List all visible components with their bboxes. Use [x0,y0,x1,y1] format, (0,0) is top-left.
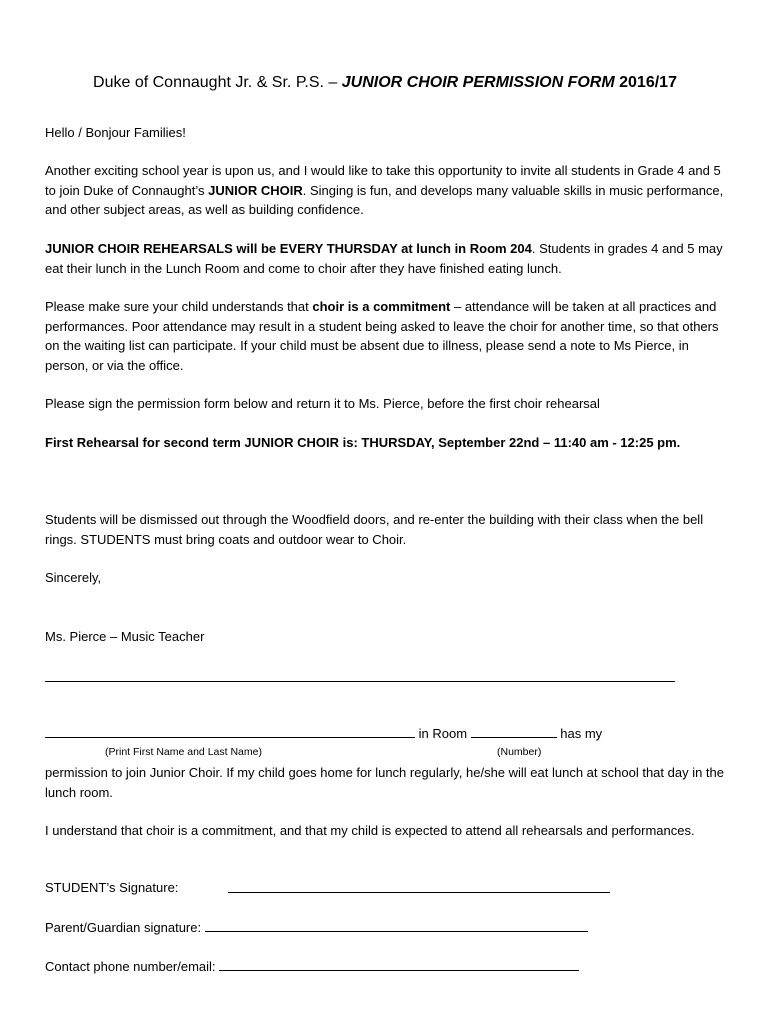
parent-signature-label: Parent/Guardian signature: [45,920,205,935]
student-name-field[interactable] [45,725,415,738]
room-number-field[interactable] [471,725,557,738]
greeting: Hello / Bonjour Families! [45,125,186,140]
permission-statement: permission to join Junior Choir. If my child goes home for lunch regularly, he/she will eat lunch at school that day in the lunch room. [45,765,724,800]
name-caption: (Print First Name and Last Name) [105,746,262,758]
title-prefix: Duke of Connaught Jr. & Sr. P.S. – [93,74,342,91]
page-title [0,74,770,92]
student-signature-field[interactable] [228,880,610,893]
intro-text-bold: JUNIOR CHOIR [208,182,303,198]
teacher-signature: Ms. Pierce – Music Teacher [45,629,205,644]
closing: Sincerely, [45,570,102,585]
return-instruction: Please sign the permission form below and return it to Ms. Pierce, before the first choir rehearsal [45,396,600,411]
title-form-name: JUNIOR CHOIR PERMISSION FORM [341,74,615,91]
has-my-label: has my [556,726,603,741]
divider [45,669,675,682]
number-caption: (Number) [497,746,542,758]
intro-text-end: . Singing is fun, and develops many valuable skills in music performance, and other subject areas, as well as building confidence. [45,182,724,217]
commitment-text-bold: choir is a commitment [312,299,451,314]
parent-signature-field[interactable] [205,919,588,932]
student-name-line [45,725,602,741]
intro-text-start: Another exciting school year is upon us, and I would like to take this opportunity to invite all students in Grade 4 and 5 to join Duke of Connaught’s [45,163,721,198]
contact-row [45,958,579,974]
student-signature-row [45,880,178,895]
student-signature-line-wrap [228,880,610,896]
commitment-text-end: – attendance will be taken at all practices and performances. Poor attendance may result in a student being asked to leave the choir for another time, so that others on the waiting list can participate. If your child must be absent due to illness, please send a note to Ms Pierce, in person, or via the office. [45,299,719,373]
rehearsal-text-end: . Students in grades 4 and 5 may eat their lunch in the Lunch Room and come to choir after they have finished eating lunch. [45,241,723,276]
rehearsal-paragraph [45,239,725,278]
intro-paragraph [45,161,725,220]
dismissal-paragraph: Students will be dismissed out through the Woodfield doors, and re-enter the building with their class when the bell rings. STUDENTS must bring coats and outdoor wear to Choir. [45,512,704,547]
cut-line [45,669,675,685]
commitment-text-start: Please make sure your child understands that [45,299,313,314]
rehearsal-text-bold: JUNIOR CHOIR REHEARSALS will be EVERY THURSDAY at lunch in Room 204 [45,241,532,256]
contact-field[interactable] [219,958,579,971]
contact-label: Contact phone number/email: [45,959,220,974]
title-year: 2016/17 [614,74,677,91]
first-rehearsal-notice: First Rehearsal for second term JUNIOR CHOIR is: THURSDAY, September 22nd – 11:40 am - 12:25 pm. [45,435,681,450]
in-room-label: in Room [415,726,471,741]
parent-signature-row [45,919,588,935]
commitment-paragraph [45,297,725,375]
commitment-statement: I understand that choir is a commitment, and that my child is expected to attend all rehearsals and performances. [45,823,695,838]
student-signature-label: STUDENT’s Signature: [45,880,179,895]
